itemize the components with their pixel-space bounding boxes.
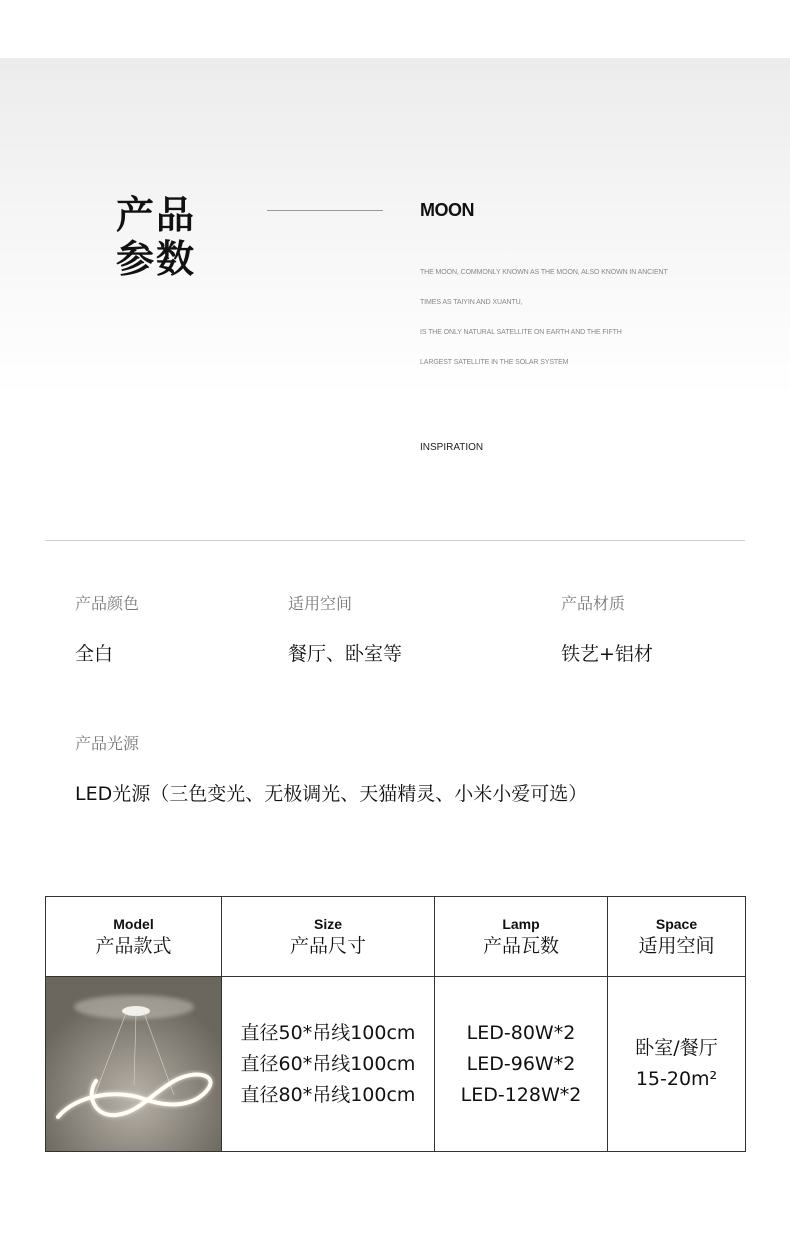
lamp-option: LED-128W*2 (460, 1083, 582, 1106)
size-option: 直径60*吊线100cm (240, 1052, 416, 1075)
header-model-en: Model (113, 915, 154, 932)
spec-light-label: 产品光源 (75, 734, 140, 753)
header-space-en: Space (655, 915, 698, 932)
inspiration-label: INSPIRATION (420, 442, 484, 453)
spec-color-label: 产品颜色 (75, 594, 140, 613)
spec-color-value: 全白 (75, 643, 114, 665)
header-space-cn: 适用空间 (638, 934, 715, 957)
table-header-row (46, 897, 746, 977)
space-cell (608, 977, 746, 1152)
table-row (46, 977, 746, 1152)
header-lamp-en: Lamp (502, 915, 540, 932)
spec-space-value: 餐厅、卧室等 (288, 643, 403, 665)
moon-description-line-4: LARGEST SATELLITE IN THE SOLAR SYSTEM (420, 359, 569, 366)
spec-light-value: LED光源（三色变光、无极调光、天猫精灵、小米小爱可选） (75, 783, 588, 805)
page-title (116, 193, 196, 281)
parameter-table (45, 896, 746, 1152)
page-title-line-1: 产品 (116, 193, 197, 237)
spec-material-value: 铁艺+铝材 (561, 643, 653, 665)
product-photo-cell (46, 977, 222, 1152)
lamp-option: LED-80W*2 (466, 1021, 576, 1044)
page-title-line-2: 参数 (116, 237, 197, 281)
moon-heading: MOON (420, 200, 474, 220)
header-model-cn: 产品款式 (95, 934, 172, 957)
space-rooms: 卧室/餐厅 (635, 1037, 718, 1059)
header-lamp-cn: 产品瓦数 (482, 934, 559, 957)
moon-description-line-2: TIMES AS TAIYIN AND XUANTU, (420, 299, 523, 306)
section-divider (45, 540, 745, 541)
hero-background (0, 58, 790, 540)
header-size-en: Size (313, 915, 342, 932)
size-cell (222, 977, 435, 1152)
spec-space-label: 适用空间 (288, 594, 353, 613)
space-area: 15-20m² (635, 1068, 718, 1090)
header-lamp (435, 897, 608, 977)
header-model (46, 897, 222, 977)
size-option: 直径80*吊线100cm (240, 1083, 416, 1106)
title-divider (267, 210, 383, 211)
lamp-option: LED-96W*2 (466, 1052, 576, 1075)
pendant-lamp-image (46, 977, 221, 1151)
lamp-cell (435, 977, 608, 1152)
spec-material-label: 产品材质 (561, 594, 626, 613)
moon-description-line-3: IS THE ONLY NATURAL SATELLITE ON EARTH AND THE FIFTH (420, 329, 622, 336)
moon-description-line-1: THE MOON, COMMONLY KNOWN AS THE MOON, ALSO KNOWN IN ANCIENT (420, 269, 668, 276)
header-size-cn: 产品尺寸 (289, 934, 366, 957)
size-option: 直径50*吊线100cm (240, 1021, 416, 1044)
header-space (608, 897, 746, 977)
header-size (222, 897, 435, 977)
